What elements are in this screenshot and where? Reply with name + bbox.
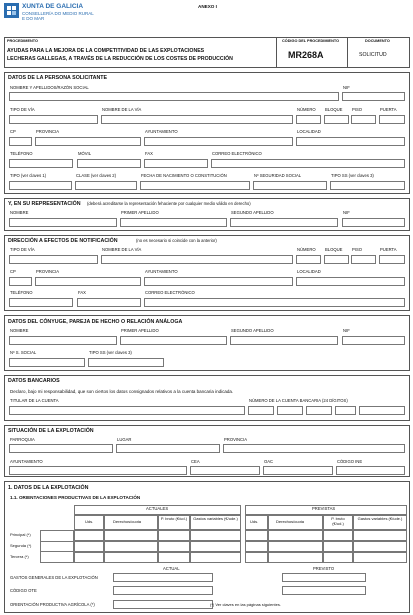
applicant-type-field[interactable] (9, 181, 72, 190)
col-var-planned: Gastos variables (€/ude.) (357, 516, 403, 521)
notif-number-field[interactable] (296, 255, 321, 264)
bank-account-part3[interactable] (306, 406, 332, 415)
notif-email-field[interactable] (144, 298, 405, 307)
notif-locality-label: LOCALIDAD (297, 269, 321, 274)
applicant-block-field[interactable] (324, 115, 349, 124)
applicant-number-label: NÚMERO (297, 107, 316, 112)
notif-cp-label: CP (10, 269, 16, 274)
applicant-nif-label: NIF (343, 85, 350, 90)
ote-code-forecast-field[interactable] (282, 586, 366, 595)
applicant-email-field[interactable] (211, 159, 405, 168)
notif-fax-label: FAX (78, 290, 86, 295)
general-costs-forecast-field[interactable] (282, 573, 366, 582)
dept-line1: CONSELLERÍA DO MEDIO RURAL (22, 11, 94, 16)
bank-account-part2[interactable] (277, 406, 303, 415)
farm-location-title: SITUACIÓN DE LA EXPLOTACIÓN (8, 428, 94, 434)
applicant-mobile-label: MÓVIL (78, 151, 92, 156)
applicant-street-type-field[interactable] (9, 115, 98, 124)
notif-cp-field[interactable] (9, 277, 32, 286)
cell-1-8[interactable] (353, 530, 407, 541)
rep-nif-label: NIF (343, 210, 350, 215)
notif-block-field[interactable] (324, 255, 349, 264)
procedure-line1: AYUDAS PARA LA MEJORA DE LA COMPETITIVIDAD DE LAS EXPLOTACIONES (7, 48, 205, 54)
applicant-phone-label: TELÉFONO (10, 151, 33, 156)
notif-council-label: AYUNTAMIENTO (145, 269, 178, 274)
col-uds-current: Uds. (85, 519, 94, 524)
current-header: ACTUALES (146, 506, 169, 511)
farm-province-label: PROVINCIA (224, 437, 248, 442)
notif-email-label: CORREO ELECTRÓNICO (145, 290, 195, 295)
farm-ine-label: CÓDIGO INE (337, 459, 363, 464)
bank-account-part1[interactable] (248, 406, 274, 415)
applicant-street-name-label: NOMBRE DE LA VÍA (102, 107, 142, 112)
farm-cea-field[interactable] (190, 466, 260, 475)
farm-council-label: AYUNTAMIENTO (10, 459, 43, 464)
dept-line2: E DO MAR (22, 16, 45, 21)
representative-note: (deberá acreditarse la representación fehaciente por cualquier medio válido en derecho) (87, 201, 251, 206)
applicant-floor-field[interactable] (351, 115, 376, 124)
rep-surname2-label: SEGUNDO APELLIDO (231, 210, 274, 215)
col-gross-planned: P. bruto (€/ud.) (331, 516, 345, 526)
notif-locality-field[interactable] (296, 277, 405, 286)
cell-3-2[interactable] (104, 552, 158, 563)
cell-2-5[interactable] (245, 541, 268, 552)
ote-code-label: CÓDIGO OTE (10, 588, 37, 593)
applicant-locality-label: LOCALIDAD (297, 129, 321, 134)
applicant-door-field[interactable] (379, 115, 405, 124)
footnote: (*) Ver claves en las páginas siguientes. (210, 602, 281, 607)
applicant-name-field[interactable] (9, 92, 339, 101)
cell-3-4[interactable] (190, 552, 241, 563)
farm-data-title: 1. DATOS DE LA EXPLOTACIÓN (8, 485, 89, 491)
cell-2-2[interactable] (104, 541, 158, 552)
row-label-third: Tercera (*) (10, 554, 29, 559)
farm-province-field[interactable] (223, 444, 405, 453)
cell-1-2[interactable] (104, 530, 158, 541)
col-uds-planned: Uds. (250, 519, 259, 524)
spouse-nif-label: NIF (343, 328, 350, 333)
applicant-ss-type-field[interactable] (330, 181, 405, 190)
notif-street-type-label: TIPO DE VÍA (10, 247, 35, 252)
spouse-surname2-label: SEGUNDO APELLIDO (231, 328, 274, 333)
general-costs-label: GASTOS GENERALES DE LA EXPLOTACIÓN (10, 575, 98, 580)
procedure-label: PROCEDIMENTO (7, 39, 38, 43)
rep-name-field[interactable] (9, 218, 117, 227)
cell-1-6[interactable] (268, 530, 323, 541)
applicant-birth-label: FECHA DE NACIMIENTO O CONSTITUCIÓN (141, 173, 227, 178)
applicant-council-field[interactable] (144, 137, 293, 146)
col-gross-current: P. bruto (€/ud.) (160, 516, 188, 521)
farm-parish-field[interactable] (9, 444, 113, 453)
spouse-ss-number-label: Nº S. SOCIAL (10, 350, 37, 355)
row-label-second: Segunda (*) (10, 543, 32, 548)
applicant-floor-label: PISO (352, 107, 363, 112)
spouse-ss-type-field[interactable] (88, 358, 164, 367)
notif-province-field[interactable] (35, 277, 141, 286)
notification-title: DIRECCIÓN A EFECTOS DE NOTIFICACIÓN (8, 238, 118, 244)
applicant-mobile-field[interactable] (77, 159, 141, 168)
applicant-number-field[interactable] (296, 115, 321, 124)
farm-oac-field[interactable] (263, 466, 333, 475)
notif-street-type-field[interactable] (9, 255, 98, 264)
cell-1-5[interactable] (245, 530, 268, 541)
applicant-block-label: BLOQUE (325, 107, 343, 112)
spouse-name-label: NOMBRE (10, 328, 29, 333)
actual-label: ACTUAL (163, 566, 180, 571)
bank-declaration: Declaro, bajo mi responsabilidad, que son ciertos los datos consignados relativos a la cuenta bancaria indicada. (10, 389, 234, 394)
procedure-line2: LECHERAS GALLEGAS, A TRAVÉS DE LA REDUCCIÓN DE LOS COSTES DE PRODUCCIÓN (7, 56, 233, 62)
representative-title: Y, EN SU REPRESENTACIÓN (8, 201, 81, 207)
rep-name-label: NOMBRE (10, 210, 29, 215)
rep-surname1-field[interactable] (120, 218, 227, 227)
cell-1-4[interactable] (190, 530, 241, 541)
cell-2-1[interactable] (74, 541, 104, 552)
notif-phone-label: TELÉFONO (10, 290, 33, 295)
orientation-label: ORIENTACIÓN PRODUCTIVA AGRÍCOLA (*) (10, 602, 95, 607)
applicant-class-field[interactable] (75, 181, 137, 190)
cell-3-6[interactable] (268, 552, 323, 563)
cell-2-4[interactable] (190, 541, 241, 552)
spouse-surname2-field[interactable] (230, 336, 338, 345)
applicant-type-label: TIPO (ver claves 1) (10, 173, 47, 178)
applicant-name-label: NOMBRE Y APELLIDOS/RAZÓN SOCIAL (10, 85, 89, 90)
cell-1-7[interactable] (323, 530, 353, 541)
bank-holder-label: TITULAR DE LA CUENTA (10, 398, 59, 403)
bank-account-part4[interactable] (335, 406, 356, 415)
rep-surname1-label: PRIMER APELLIDO (121, 210, 159, 215)
spouse-ss-type-label: TIPO SS (ver claves 3) (89, 350, 132, 355)
notif-council-field[interactable] (144, 277, 293, 286)
col-rights-planned: Derechos/cuota (276, 519, 305, 524)
applicant-ssn-field[interactable] (253, 181, 327, 190)
farm-place-field[interactable] (116, 444, 220, 453)
farm-oac-label: OAC (264, 459, 274, 464)
spouse-surname1-label: PRIMER APELLIDO (121, 328, 159, 333)
notif-floor-label: PISO (352, 247, 363, 252)
notif-door-label: PUERTA (380, 247, 397, 252)
xunta-logo-icon (4, 3, 19, 18)
farm-ine-field[interactable] (336, 466, 405, 475)
notif-door-field[interactable] (379, 255, 405, 264)
code-label: CÓDIGO DEL PROCEDIMIENTO (282, 39, 340, 43)
code-value: MR268A (288, 50, 324, 60)
applicant-nif-field[interactable] (342, 92, 405, 101)
applicant-street-type-label: TIPO DE VÍA (10, 107, 35, 112)
applicant-email-label: CORREO ELECTRÓNICO (212, 151, 262, 156)
applicant-fax-field[interactable] (144, 159, 208, 168)
spouse-nif-field[interactable] (342, 336, 405, 345)
cell-2-3[interactable] (158, 541, 190, 552)
forecast-label: PREVISTO (313, 566, 335, 571)
notif-block-label: BLOQUE (325, 247, 343, 252)
applicant-cp-label: CP (10, 129, 16, 134)
farm-cea-label: CEA (191, 459, 200, 464)
applicant-province-label: PROVINCIA (36, 129, 60, 134)
row-label-principal: Principal (*) (10, 532, 31, 537)
spouse-ss-number-field[interactable] (9, 358, 85, 367)
applicant-phone-field[interactable] (9, 159, 73, 168)
general-costs-actual-field[interactable] (113, 573, 213, 582)
annex-label: ANEXO I (198, 4, 217, 9)
bank-account-label: NÚMERO DE LA CUENTA BANCARIA (24 DÍGITOS) (249, 398, 348, 403)
rep-nif-field[interactable] (342, 218, 405, 227)
bank-account-part5[interactable] (359, 406, 405, 415)
notif-street-name-label: NOMBRE DE LA VÍA (102, 247, 142, 252)
applicant-ssn-label: Nº SEGURIDAD SOCIAL (254, 173, 302, 178)
farm-parish-label: PARROQUIA (10, 437, 35, 442)
org-name: XUNTA DE GALICIA (22, 3, 84, 10)
cell-3-1[interactable] (74, 552, 104, 563)
applicant-fax-label: FAX (145, 151, 153, 156)
cell-2-7[interactable] (323, 541, 353, 552)
applicant-class-label: CLASE (ver claves 2) (76, 173, 117, 178)
col-var-current: Gastos variables (€/ude.) (193, 516, 238, 521)
applicant-street-name-field[interactable] (101, 115, 293, 124)
cell-3-5[interactable] (245, 552, 268, 563)
ote-code-actual-field[interactable] (113, 586, 213, 595)
applicant-birth-field[interactable] (140, 181, 250, 190)
cell-1-3[interactable] (158, 530, 190, 541)
cell-3-8[interactable] (353, 552, 407, 563)
cell-3-3[interactable] (158, 552, 190, 563)
bank-title: DATOS BANCARIOS (8, 378, 60, 384)
farm-council-field[interactable] (9, 466, 187, 475)
cell-1-1[interactable] (74, 530, 104, 541)
spouse-name-field[interactable] (9, 336, 117, 345)
planned-header: PREVISTAS (312, 506, 336, 511)
notification-note: (no es necesario si coincide con la anterior) (136, 238, 217, 243)
orientation-field[interactable] (113, 600, 213, 609)
applicant-council-label: AYUNTAMIENTO (145, 129, 178, 134)
notif-street-name-field[interactable] (101, 255, 293, 264)
rep-surname2-field[interactable] (230, 218, 338, 227)
notif-number-label: NÚMERO (297, 247, 316, 252)
col-rights-current: Derechos/cuota (113, 519, 142, 524)
notif-province-label: PROVINCIA (36, 269, 60, 274)
applicant-door-label: PUERTA (380, 107, 397, 112)
spouse-surname1-field[interactable] (120, 336, 227, 345)
notif-floor-field[interactable] (351, 255, 376, 264)
notif-phone-field[interactable] (9, 298, 73, 307)
cell-2-8[interactable] (353, 541, 407, 552)
farm-place-label: LUGAR (117, 437, 132, 442)
farm-data-subtitle: 1.1. ORIENTACIONES PRODUCTIVAS DE LA EXPLOTACIÓN (10, 495, 141, 500)
bank-holder-field[interactable] (9, 406, 245, 415)
applicant-ss-type-label: TIPO SS (ver claves 3) (331, 173, 374, 178)
applicant-title: DATOS DE LA PERSONA SOLICITANTE (8, 75, 108, 81)
applicant-cp-field[interactable] (9, 137, 32, 146)
applicant-locality-field[interactable] (296, 137, 405, 146)
applicant-province-field[interactable] (35, 137, 141, 146)
cell-2-6[interactable] (268, 541, 323, 552)
document-value: SOLICITUD (359, 52, 387, 58)
notif-fax-field[interactable] (77, 298, 141, 307)
document-label: DOCUMENTO (365, 39, 390, 43)
cell-3-7[interactable] (323, 552, 353, 563)
spouse-title: DATOS DEL CÓNYUGE, PAREJA DE HECHO O RELACIÓN ANÁLOGA (8, 319, 183, 325)
